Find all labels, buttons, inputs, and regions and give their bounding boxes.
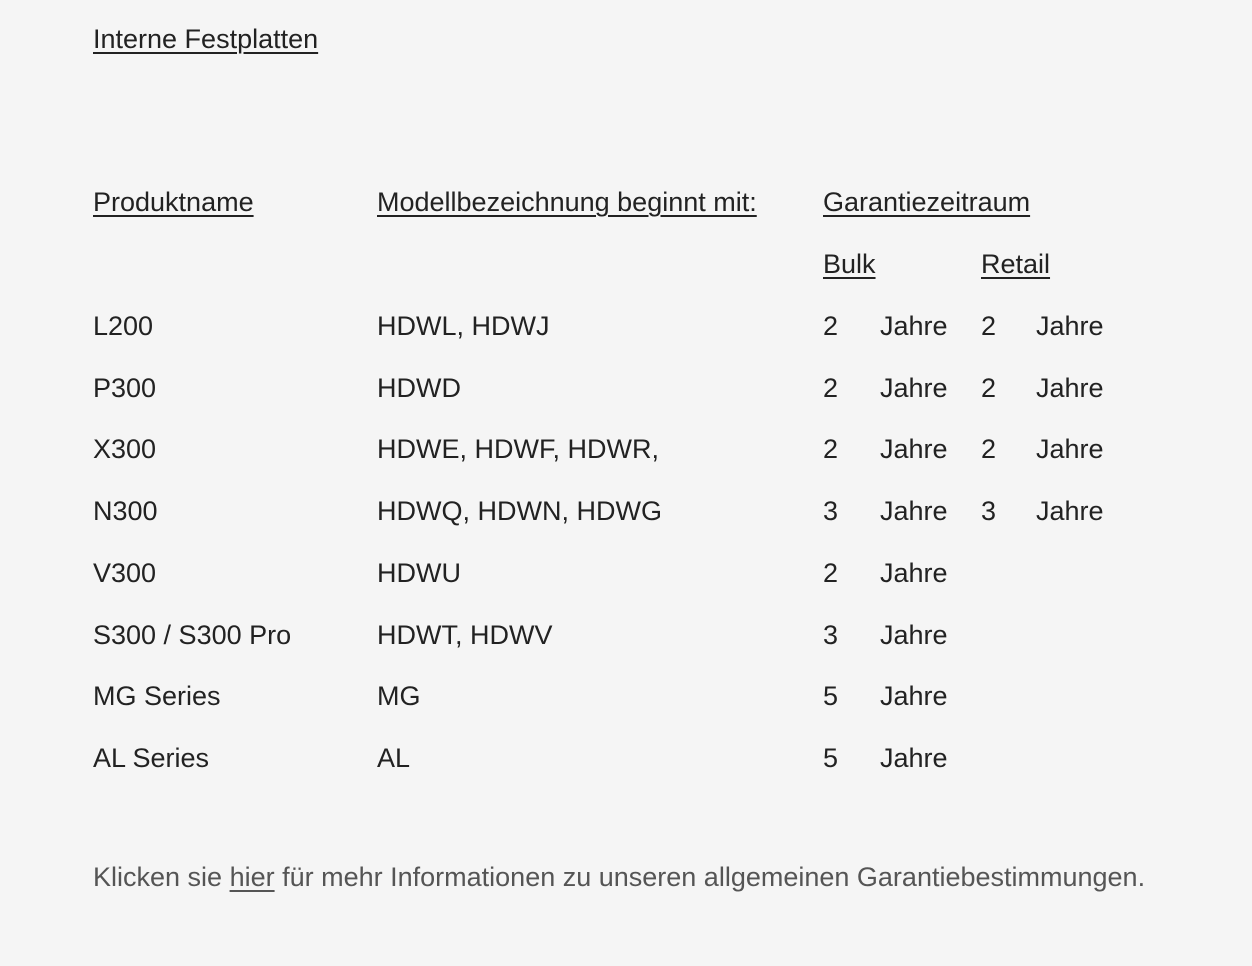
header-product-name: Produktname [93,187,254,217]
cell-bulk-unit: Jahre [880,373,948,403]
cell-product: S300 / S300 Pro [93,620,292,650]
cell-retail-unit: Jahre [1036,311,1104,341]
cell-product: N300 [93,496,158,526]
cell-model-prefix: HDWL, HDWJ [377,311,550,341]
cell-bulk-years: 3 [823,620,839,650]
warranty-terms-link[interactable]: hier [229,862,275,892]
cell-product: L200 [93,311,154,341]
cell-bulk-unit: Jahre [880,743,948,773]
cell-bulk-years: 2 [823,373,839,403]
cell-retail-years: 2 [981,311,997,341]
cell-retail-years: 2 [981,373,997,403]
cell-retail-years: 2 [981,434,997,464]
cell-bulk-unit: Jahre [880,620,948,650]
cell-bulk-unit: Jahre [880,496,948,526]
cell-retail-unit: Jahre [1036,496,1104,526]
header-retail: Retail [981,249,1051,279]
section-title: Interne Festplatten [93,24,319,54]
cell-model-prefix: HDWT, HDWV [377,620,553,650]
footer-suffix: für mehr Informationen zu unseren allgemeinen Garantiebestimmungen. [274,862,1146,892]
cell-bulk-unit: Jahre [880,558,948,588]
cell-bulk-unit: Jahre [880,311,948,341]
cell-bulk-years: 5 [823,743,839,773]
header-model-prefix: Modellbezeichnung beginnt mit: [377,187,757,217]
cell-bulk-years: 5 [823,681,839,711]
cell-model-prefix: HDWU [377,558,461,588]
cell-product: AL Series [93,743,210,773]
cell-product: MG Series [93,681,221,711]
cell-model-prefix: HDWE, HDWF, HDWR, [377,434,659,464]
cell-product: X300 [93,434,157,464]
cell-product: P300 [93,373,157,403]
footer-note [93,860,1145,894]
cell-retail-unit: Jahre [1036,373,1104,403]
cell-bulk-years: 3 [823,496,839,526]
cell-retail-years: 3 [981,496,997,526]
header-bulk: Bulk [823,249,876,279]
cell-bulk-years: 2 [823,434,839,464]
cell-model-prefix: AL [377,743,411,773]
cell-model-prefix: HDWQ, HDWN, HDWG [377,496,662,526]
cell-bulk-years: 2 [823,311,839,341]
cell-bulk-years: 2 [823,558,839,588]
cell-bulk-unit: Jahre [880,434,948,464]
footer-prefix: Klicken sie [93,862,230,892]
cell-model-prefix: HDWD [377,373,461,403]
cell-bulk-unit: Jahre [880,681,948,711]
cell-retail-unit: Jahre [1036,434,1104,464]
header-warranty-period: Garantiezeitraum [823,187,1031,217]
cell-product: V300 [93,558,157,588]
cell-model-prefix: MG [377,681,421,711]
